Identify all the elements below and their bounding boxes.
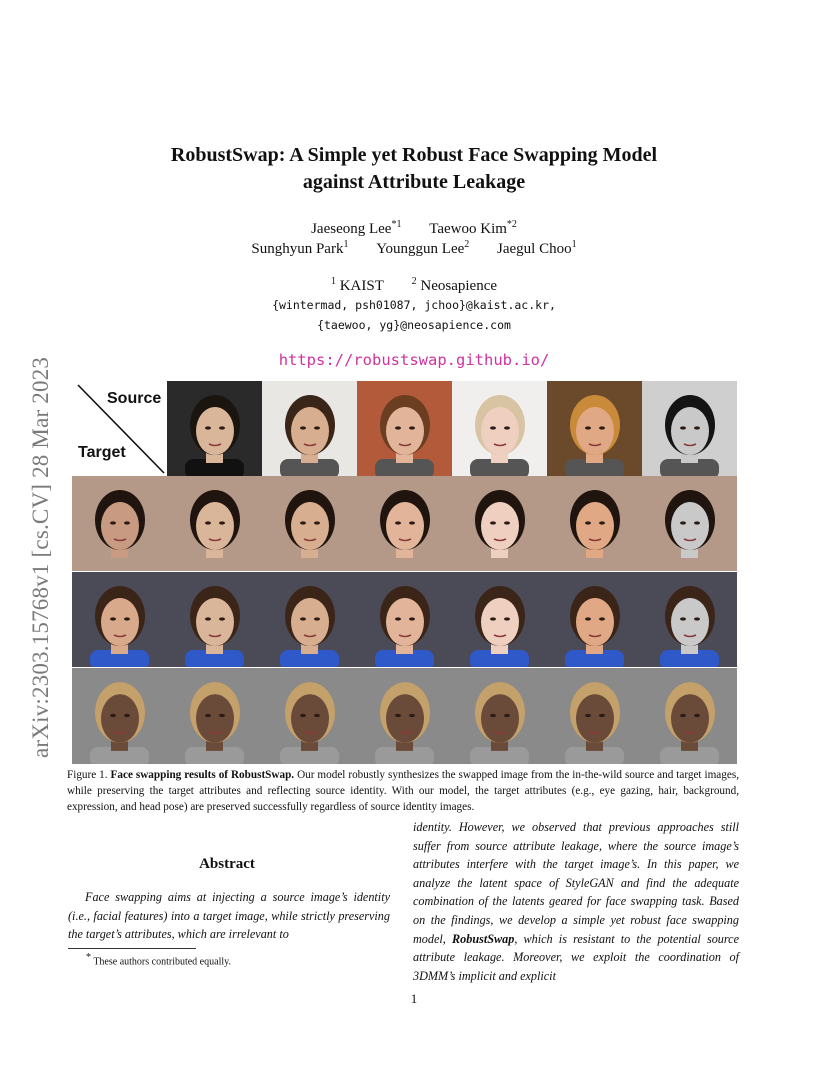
target-image	[72, 476, 167, 571]
author: Jaegul Choo$^1$	[497, 239, 577, 257]
target-image	[72, 572, 167, 667]
page-number: 1	[410, 991, 418, 1006]
source-image	[547, 381, 642, 476]
source-image	[357, 381, 452, 476]
source-label: Source	[107, 390, 162, 407]
title-line-1: RobustSwap: A Simple yet Robust Face Swapping Model	[170, 144, 658, 166]
swapped-result-image	[452, 476, 547, 571]
caption-prefix: Figure 1.	[67, 769, 108, 781]
author: Taewoo Kim$^{*2}$	[429, 219, 517, 237]
target-label: Target	[78, 444, 126, 461]
figure-caption	[67, 767, 739, 816]
swapped-result-image	[547, 572, 642, 667]
swapped-result-image	[642, 668, 737, 764]
paper-title	[0, 142, 828, 196]
abstract-heading: Abstract	[199, 856, 255, 872]
swapped-result-image	[262, 572, 357, 667]
swapped-result-image	[167, 572, 262, 667]
swapped-result-image	[547, 476, 642, 571]
author: Jaeseong Lee$^{*1}$	[311, 219, 402, 237]
target-image	[72, 668, 167, 764]
footnote-rule	[68, 948, 196, 949]
source-image	[262, 381, 357, 476]
swapped-result-image	[642, 476, 737, 571]
abstract-text: Face swapping aims at injecting a source image’s identity (i.e., facial features) into a target image, while strictly preserving the target’s attributes, which are irrelevant to	[68, 890, 390, 942]
project-link[interactable]: https://robustswap.github.io/	[278, 351, 550, 369]
author: Younggun Lee$^2$	[376, 239, 470, 257]
email-line-2: {taewoo, yg}@neosapience.com	[317, 318, 511, 332]
email-line-1: {wintermad, psh01087, jchoo}@kaist.ac.kr,	[272, 298, 556, 312]
swapped-result-image	[357, 476, 452, 571]
abstract-continued	[413, 818, 739, 985]
swapped-result-image	[452, 668, 547, 764]
swapped-result-image	[167, 668, 262, 764]
swapped-result-image	[357, 668, 452, 764]
affiliation: $^1$ KAIST	[330, 276, 384, 294]
title-line-2: against Attribute Leakage	[302, 171, 526, 193]
swapped-result-image	[262, 668, 357, 764]
swapped-result-image	[357, 572, 452, 667]
affiliation: $^2$ Neosapience	[411, 276, 498, 294]
abstract-continued-text: identity. However, we observed that previous approaches still suffer from source attribute leakage, where the source image’s attributes interfere with the target image’s. In this paper, we analyze the latent space of StyleGAN and find the adequate combination of the latents geared for face swapping task. Based on the findings, we develop a simple yet robust face swapping model,	[413, 820, 739, 946]
author: Sunghyun Park$^1$	[251, 239, 349, 257]
source-image	[167, 381, 262, 476]
footnote-mark: *	[86, 952, 91, 963]
corner-cell	[72, 381, 167, 476]
footnote-text: These authors contributed equally.	[93, 956, 231, 968]
authors-row-1	[0, 219, 828, 238]
figure-grid	[72, 381, 738, 764]
model-name: RobustSwap	[452, 931, 515, 946]
swapped-result-image	[642, 572, 737, 667]
swapped-result-image	[167, 476, 262, 571]
arxiv-stamp: arXiv:2303.15768v1 [cs.CV] 28 Mar 2023	[28, 356, 53, 758]
abstract-continued-end: , which is resistant to the potential source attribute leakage. Moreover, we exploit the coordination of 3DMM’s implicit and explicit	[413, 931, 739, 983]
caption-text: Our model robustly synthesizes the swapped image from the in-the-wild source and target images, while preserving the target attributes and reflecting source identity. With our model, the target attributes (e.g., eye gazing, hair, background, expression, and head pose) are preserved successfully regardless of source identity images.	[67, 769, 739, 814]
caption-bold: Face swapping results of RobustSwap.	[110, 769, 295, 781]
footnote	[86, 952, 231, 967]
affiliations	[0, 276, 828, 295]
swapped-result-image	[547, 668, 642, 764]
swapped-result-image	[262, 476, 357, 571]
source-image	[642, 381, 737, 476]
swapped-result-image	[452, 572, 547, 667]
authors-row-2	[0, 239, 828, 258]
source-image	[452, 381, 547, 476]
